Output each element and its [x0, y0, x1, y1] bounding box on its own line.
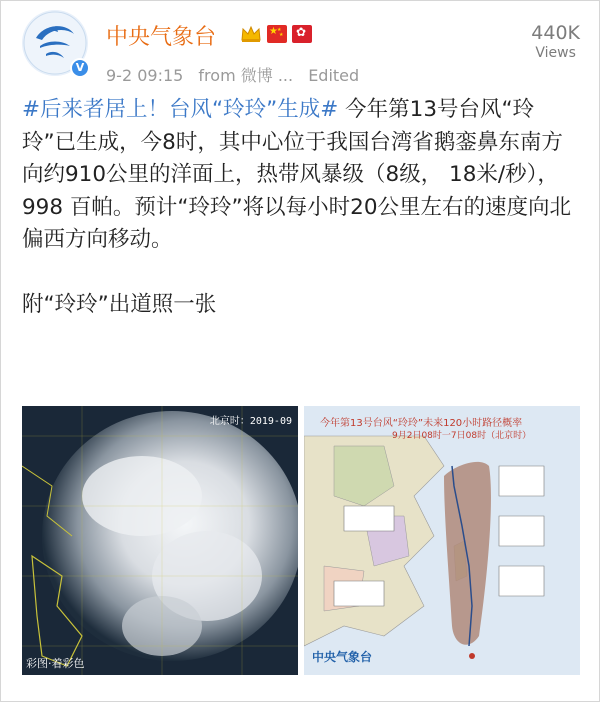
post-body	[22, 94, 582, 321]
post-main-text: 今年第13号台风“玲玲”已生成，今8时，其中心位于我国台湾省鹅銮鼻东南方向约910公里的洋面上，热带风暴级（8级， 18米/秒），998 百帕。预计“玲玲”将以每小时20公里左右的速度向北偏西方向移动。	[22, 97, 572, 252]
author-name[interactable]: 中央气象台	[106, 25, 217, 50]
satellite-picture	[22, 406, 298, 675]
verified-icon: V	[70, 58, 90, 78]
badges	[240, 24, 312, 44]
post-meta	[106, 63, 369, 86]
satellite-timestamp: 北京时：2019-09	[209, 416, 292, 427]
satellite-caption: 彩图·着彩色	[26, 657, 85, 670]
map-logo: 中央气象台	[312, 650, 373, 664]
edited-label[interactable]: Edited	[308, 66, 360, 85]
timestamp: 9-2 09:15	[106, 66, 184, 85]
map-subtitle: 9月2日08时一7日08时（北京时）	[392, 431, 532, 441]
source[interactable]: from 微博 ...	[198, 66, 294, 85]
china-flag-icon: ★ ★ ★	[267, 25, 287, 43]
post-text	[22, 94, 582, 257]
map-title: 今年第13号台风“玲玲”未来120小时路径概率	[320, 418, 523, 429]
views-counter	[531, 22, 580, 62]
post-caption: 附“玲玲”出道照一张	[22, 291, 217, 317]
forecast-map-image[interactable]	[304, 406, 580, 675]
forecast-map-picture	[304, 406, 580, 675]
satellite-image[interactable]	[22, 406, 298, 675]
hashtag-link[interactable]: #后来者居上！台风“玲玲”生成#	[22, 97, 339, 122]
views-count: 440K	[531, 22, 580, 44]
crown-badge-icon	[240, 24, 262, 44]
hongkong-flag-icon: ✿	[292, 25, 312, 43]
views-label: Views	[535, 45, 576, 61]
